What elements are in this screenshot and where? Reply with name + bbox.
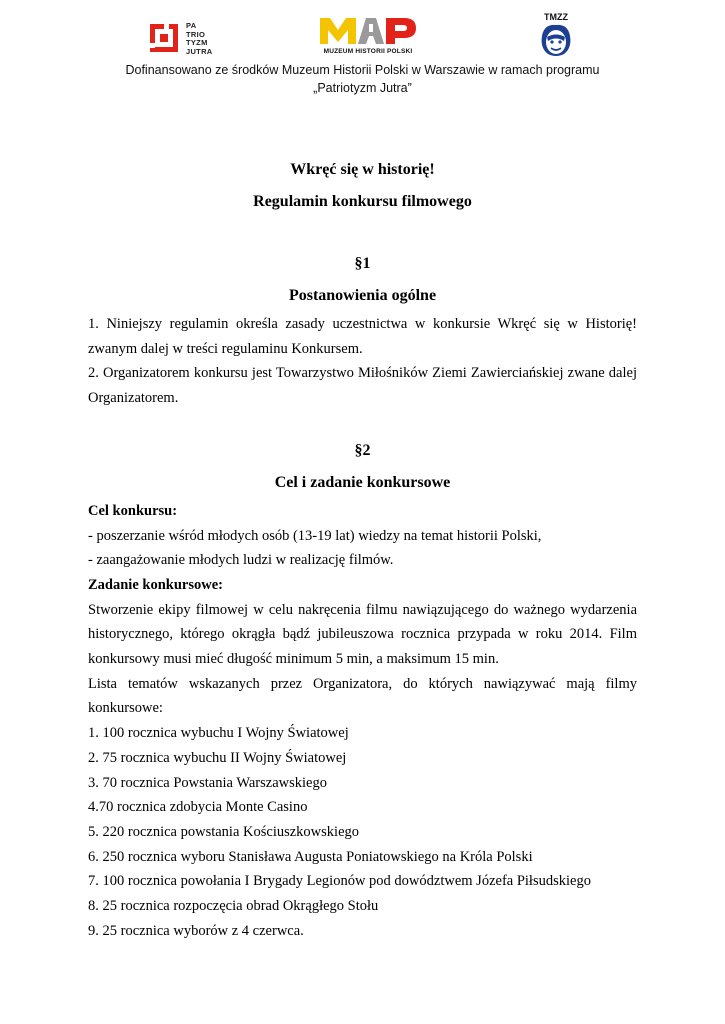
topic-item: 6. 250 rocznica wyboru Stanisława Augusta Poniatowskiego na Króla Polski	[88, 848, 533, 865]
goal-heading: Cel konkursu:	[88, 502, 178, 519]
topic-item: 4.70 rocznica zdobycia Monte Casino	[88, 799, 308, 816]
topic-list-intro: Lista tematów wskazanych przez Organizatora, do których nawiązywać mają filmy konkursowe:	[88, 675, 637, 717]
section-1-number: §1	[354, 255, 371, 272]
goal-item: - poszerzanie wśród młodych osób (13-19 lat) wiedzy na temat historii Polski,	[88, 527, 542, 544]
funding-line-2: „Patriotyzm Jutra”	[313, 81, 412, 95]
topic-item: 9. 25 rocznica wyborów z 4 czerwca.	[88, 922, 304, 939]
patriotyzm-jutra-logo	[150, 20, 230, 60]
task-text: Stworzenie ekipy filmowej w celu nakręcenia filmu nawiązującego do ważnego wydarzenia historycznego, którego okrągła bądź jubileuszowa rocznica przypada w roku 2014. Film konkursowy musi mieć długość minimum 5 min, a maksimum 15 min.	[88, 601, 637, 668]
document-subtitle: Regulamin konkursu filmowego	[253, 193, 472, 210]
mhp-caption: MUZEUM HISTORII POLSKI	[323, 48, 413, 55]
patriotyzm-jutra-mark-icon	[150, 24, 178, 52]
task-heading: Zadanie konkursowe:	[88, 576, 223, 593]
topic-item: 3. 70 rocznica Powstania Warszawskiego	[88, 774, 327, 791]
topic-item: 7. 100 rocznica powołania I Brygady Legionów pod dowództwem Józefa Piłsudskiego	[88, 873, 591, 890]
tmzz-wordmark: TMZZ	[544, 12, 568, 22]
section-2-number: §2	[354, 441, 371, 459]
topic-item: 8. 25 rocznica rozpoczęcia obrad Okrągłego Stołu	[88, 898, 379, 915]
topic-item: 5. 220 rocznica powstania Kościuszkowskiego	[88, 823, 360, 840]
section-1-paragraph-1: 1. Niniejszy regulamin określa zasady uczestnictwa w konkursie Wkręć się w Historię! zwanym dalej w treści regulaminu Konkursem.	[88, 316, 637, 357]
topic-item: 2. 75 rocznica wybuchu II Wojny Światowej	[88, 749, 347, 766]
patriotyzm-jutra-wordmark: PA TRIO TYZM JUTRA	[186, 21, 213, 56]
tmzz-logo	[532, 12, 580, 62]
document-title: Wkręć się w historię!	[290, 161, 435, 178]
funding-line-1: Dofinansowano ze środków Muzeum Historii Polski w Warszawie w ramach programu	[125, 63, 600, 77]
topic-item: 1. 100 rocznica wybuchu I Wojny Światowej	[88, 725, 349, 742]
document-body	[88, 158, 637, 943]
section-1-title: Postanowienia ogólne	[288, 287, 437, 304]
mhp-letters-icon	[318, 16, 418, 46]
section-2-title: Cel i zadanie konkursowe	[274, 473, 451, 491]
funding-note	[60, 61, 665, 97]
muzeum-historii-polski-logo	[314, 16, 424, 64]
logo-bar	[0, 12, 725, 62]
goal-item: - zaangażowanie młodych ludzi w realizację filmów.	[88, 552, 394, 569]
section-1-paragraph-2: 2. Organizatorem konkursu jest Towarzystwo Miłośników Ziemi Zawierciańskiej zwane dalej Organizatorem.	[88, 365, 637, 407]
tmzz-face-icon	[538, 22, 574, 58]
